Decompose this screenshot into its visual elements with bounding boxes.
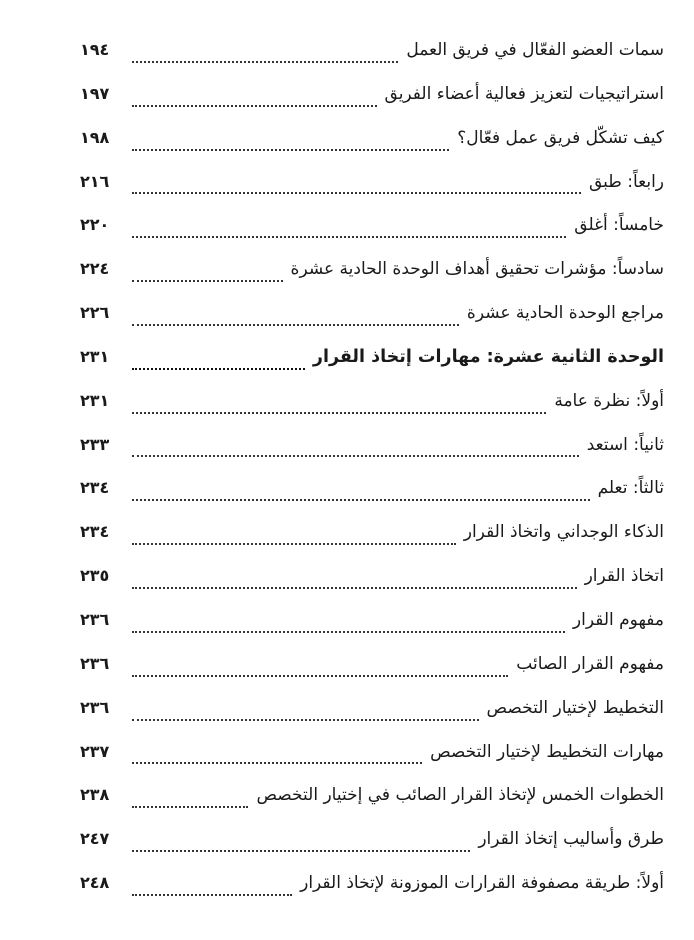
toc-entry-page: ١٩٤ bbox=[80, 40, 110, 59]
toc-entry bbox=[80, 598, 664, 642]
dot-leader bbox=[132, 850, 470, 852]
dot-leader bbox=[132, 806, 248, 808]
toc-entry-title: كيف تشكّل فريق عمل فعّال؟ bbox=[457, 127, 664, 148]
dot-leader bbox=[132, 631, 565, 633]
toc-entry-title: طرق وأساليب إتخاذ القرار bbox=[478, 829, 664, 850]
toc-entry bbox=[80, 554, 664, 598]
dot-leader bbox=[132, 149, 449, 151]
toc-entry-page: ٢٣٨ bbox=[80, 785, 110, 805]
toc-entry-title: اتخاذ القرار bbox=[584, 566, 664, 587]
toc-entry-title: ثانياً: استعد bbox=[586, 434, 664, 455]
toc-entry-title: رابعاً: طبق bbox=[588, 171, 664, 192]
dot-leader bbox=[132, 455, 579, 457]
dot-leader bbox=[132, 324, 459, 326]
toc-entry-page: ٢٢٦ bbox=[80, 303, 110, 323]
dot-leader bbox=[132, 280, 283, 282]
toc-entry-title: سادساً: مؤشرات تحقيق أهداف الوحدة الحادية عشرة bbox=[290, 259, 664, 280]
toc-entry bbox=[80, 773, 664, 817]
toc-entry-title: الذكاء الوجداني واتخاذ القرار bbox=[463, 522, 664, 543]
toc-entry-title: التخطيط لإختيار التخصص bbox=[486, 697, 664, 718]
toc-entry-title: مفهوم القرار bbox=[572, 609, 664, 630]
dot-leader bbox=[132, 675, 508, 677]
toc-entry-page: ٢٢٤ bbox=[80, 259, 110, 279]
toc-entry-title: أولاً: طريقة مصفوفة القرارات الموزونة لإتخاذ القرار bbox=[300, 873, 664, 894]
toc-entry-title: ثالثاً: تعلم bbox=[597, 478, 664, 499]
toc-entry-page: ٢٣٧ bbox=[80, 741, 110, 761]
toc-entry-page: ٢٢٠ bbox=[80, 215, 110, 235]
toc-entry-page: ٢٣٤ bbox=[80, 478, 110, 498]
toc-entry-page: ٢٣٦ bbox=[80, 609, 110, 629]
toc-entry bbox=[80, 203, 664, 247]
toc-entry bbox=[80, 379, 664, 423]
toc-entry-title: استراتيجيات لتعزيز فعالية أعضاء الفريق bbox=[384, 83, 664, 104]
dot-leader bbox=[132, 105, 377, 107]
dot-leader bbox=[132, 762, 422, 764]
toc-entry bbox=[80, 423, 664, 467]
toc-entry-title: خامساً: أغلق bbox=[574, 215, 664, 236]
toc-entry-page: ٢٤٨ bbox=[80, 873, 110, 893]
toc-entry-page: ٢٣٤ bbox=[80, 522, 110, 542]
toc-entry bbox=[80, 686, 664, 730]
toc-entry-title: مفهوم القرار الصائب bbox=[516, 653, 664, 674]
dot-leader bbox=[132, 499, 590, 501]
dot-leader bbox=[132, 719, 479, 721]
toc-entry-title: مراجع الوحدة الحادية عشرة bbox=[466, 303, 664, 324]
toc-entry bbox=[80, 291, 664, 335]
dot-leader bbox=[132, 368, 305, 370]
dot-leader bbox=[132, 61, 398, 63]
toc-entry-page: ١٩٧ bbox=[80, 83, 110, 103]
toc-entry-page: ٢٣٥ bbox=[80, 566, 110, 586]
toc-entry bbox=[80, 510, 664, 554]
toc-entry bbox=[80, 642, 664, 686]
toc-entry-page: ٢٣٦ bbox=[80, 697, 110, 717]
dot-leader bbox=[132, 894, 292, 896]
toc-entry bbox=[80, 160, 664, 204]
toc-entry-page: ٢٣١ bbox=[80, 390, 110, 410]
toc-entry-title: مهارات التخطيط لإختيار التخصص bbox=[430, 741, 664, 762]
dot-leader bbox=[132, 587, 577, 589]
toc-entry-page: ٢١٦ bbox=[80, 171, 110, 191]
dot-leader bbox=[132, 412, 546, 414]
toc-entry-page: ٢٣٦ bbox=[80, 653, 110, 673]
toc-entry bbox=[80, 817, 664, 861]
dot-leader bbox=[132, 236, 566, 238]
toc-entry bbox=[80, 116, 664, 160]
dot-leader bbox=[132, 543, 456, 545]
toc-entry bbox=[80, 72, 664, 116]
toc-entry-title: سمات العضو الفعّال في فريق العمل bbox=[406, 40, 664, 60]
toc-entry-title: الوحدة الثانية عشرة: مهارات إتخاذ القرار bbox=[312, 346, 664, 367]
toc-entry bbox=[80, 466, 664, 510]
toc-entry bbox=[80, 861, 664, 905]
toc-entry bbox=[80, 730, 664, 774]
toc-entry bbox=[80, 28, 664, 72]
dot-leader bbox=[132, 192, 581, 194]
toc-entry-title: أولاً: نظرة عامة bbox=[554, 390, 664, 411]
toc-entry-page: ٢٣٣ bbox=[80, 434, 110, 454]
toc-entry bbox=[80, 247, 664, 291]
table-of-contents bbox=[80, 28, 664, 905]
toc-entry-page: ١٩٨ bbox=[80, 127, 110, 147]
toc-entry-title: الخطوات الخمس لإتخاذ القرار الصائب في إختيار التخصص bbox=[256, 785, 664, 806]
toc-unit-heading bbox=[80, 335, 664, 379]
toc-entry-page: ٢٤٧ bbox=[80, 829, 110, 849]
toc-entry-page: ٢٣١ bbox=[80, 346, 110, 366]
